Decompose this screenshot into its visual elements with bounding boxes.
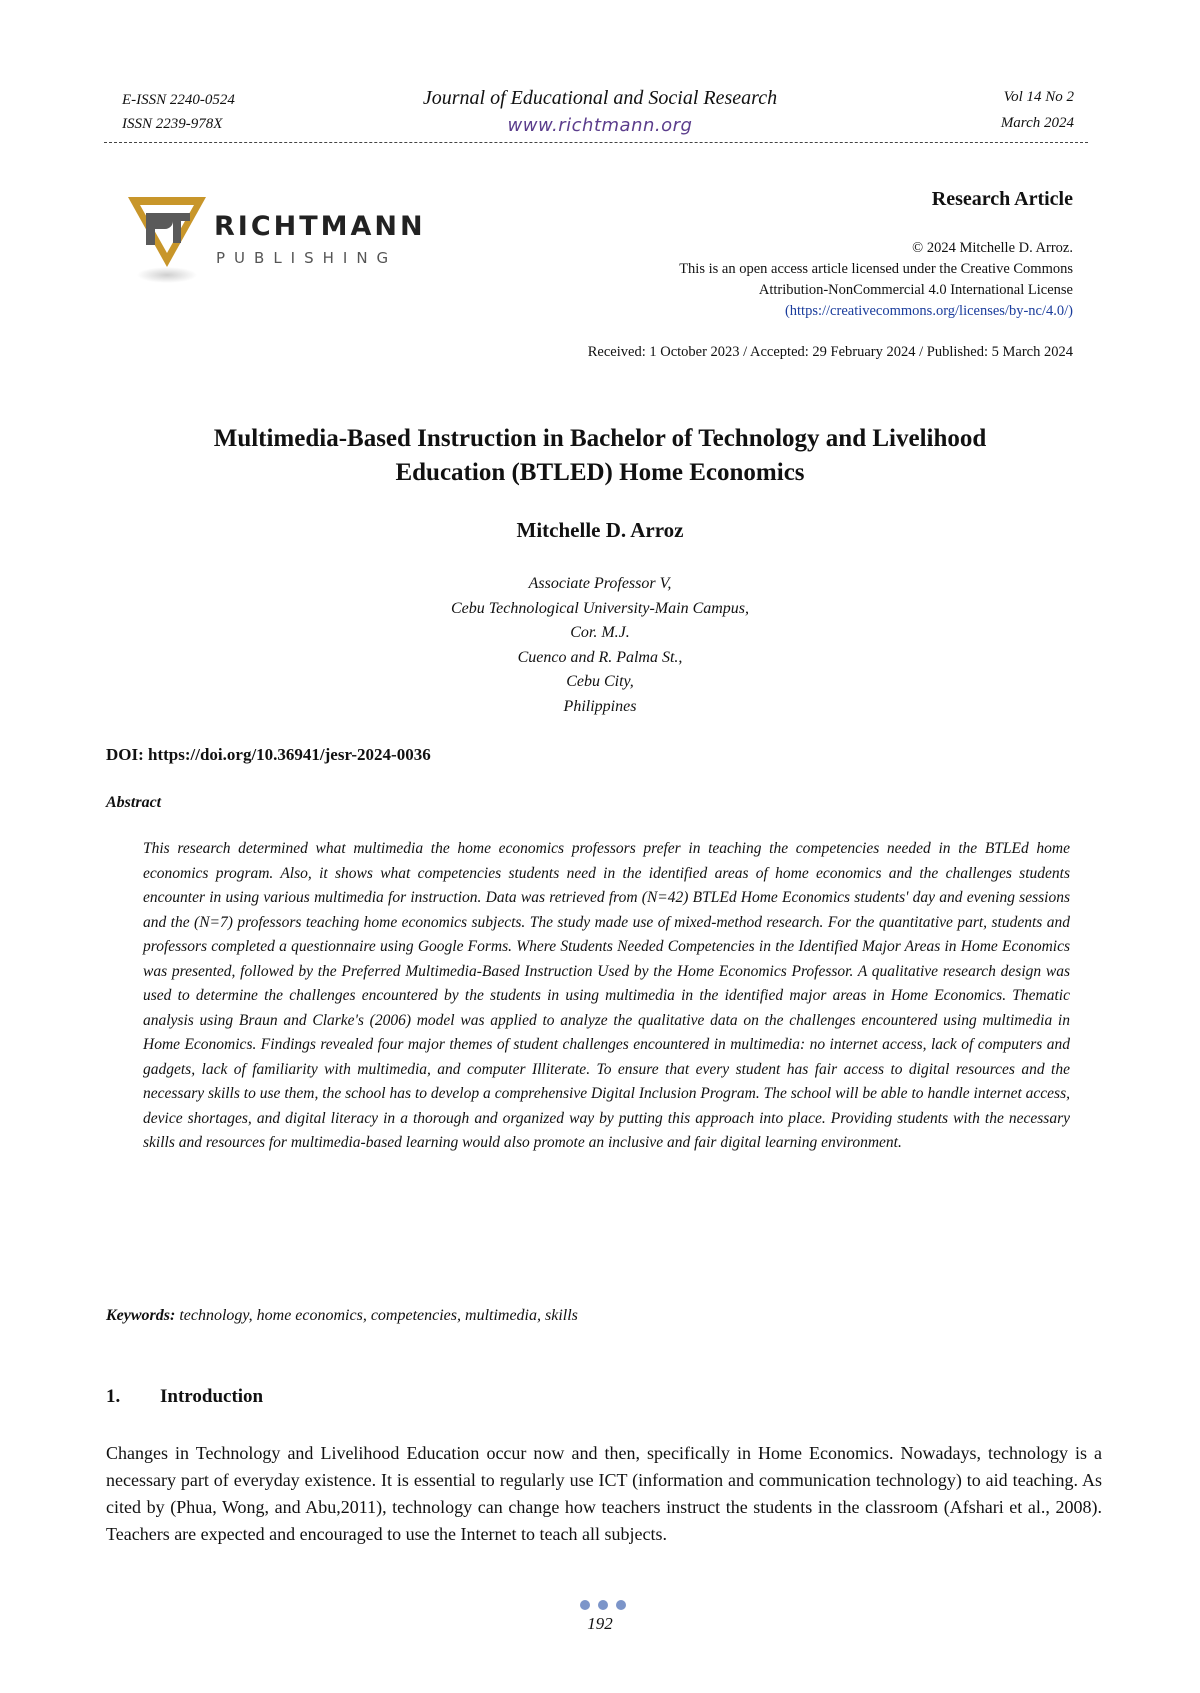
ornament-dot [616, 1600, 626, 1610]
richtmann-logo [124, 195, 424, 290]
logo-wordmark: RICHTMANN [214, 211, 426, 242]
section-number: 1. [106, 1386, 121, 1407]
logo-subtitle: PUBLISHING [216, 249, 398, 267]
journal-title: Journal of Educational and Social Research [422, 87, 778, 109]
page-number: 192 [587, 1614, 613, 1633]
issn-text: ISSN 2239-978X [122, 116, 223, 132]
license-line-1: This is an open access article licensed under the Creative Commons [679, 261, 1073, 277]
affiliation-line: Associate Professor V, [528, 575, 672, 592]
abstract-text: This research determined what multimedia the home economics professors prefer in teaching the competencies needed in the BTLEd home economics program. Also, it shows what competencies students need in the identified areas of home economics and the challenges students encounter in using various multimedia for instruction. Data was retrieved from (N=42) BTLEd Home Economics students' day and evening sessions and the (N=7) professors teaching home economics subjects. The study made use of mixed-method research. For the quantitative part, students and professors completed a questionnaire using Google Forms. Where Students Needed Competencies in the Identified Major Areas in Home Economics was presented, followed by the Preferred Multimedia-Based Instruction Used by the Home Economics Professor. A qualitative research design was used to determine the challenges encountered by the students in using multimedia in the identified major areas in Home Economics. Thematic analysis using Braun and Clarke's (2006) model was applied to analyze the qualitative data on the challenges encountered using multimedia in Home Economics. Findings revealed four major themes of student challenges encountered in multimedia: no internet access, lack of computers and gadgets, lack of familiarity with multimedia, and computer Illiterate. To ensure that every student has fair access to digital resources and the necessary skills to use them, the school has to develop a comprehensive Digital Inclusion Program. The school will be able to handle internet access, device shortages, and digital literacy in a thorough and organized way by putting this approach into place. Providing students with the necessary skills and resources for multimedia-based learning would also promote an inclusive and fair digital learning environment. [143, 840, 1070, 1151]
license-line-2: Attribution-NonCommercial 4.0 International License [758, 282, 1073, 298]
ornament-dot [598, 1600, 608, 1610]
issue-block [1001, 84, 1074, 136]
paper-title [110, 422, 1090, 490]
paper-title-line-1: Multimedia-Based Instruction in Bachelor of Technology and Livelihood [213, 425, 987, 452]
keywords [106, 1307, 578, 1325]
affiliation-line: Cuenco and R. Palma St., [517, 648, 683, 666]
richtmann-emblem-icon [124, 195, 210, 287]
issue-date: March 2024 [1000, 115, 1074, 131]
eissn-text: E-ISSN 2240-0524 [122, 92, 235, 108]
issn-block [122, 88, 235, 136]
journal-url-link[interactable]: www.richtmann.org [507, 115, 693, 136]
paper-title-line-2: Education (BTLED) Home Economics [395, 459, 805, 486]
author-affiliation [300, 572, 900, 719]
affiliation-line: Cor. M.J. [570, 624, 630, 641]
article-type: Research Article [931, 188, 1073, 210]
affiliation-line: Philippines [563, 697, 637, 715]
keywords-text: technology, home economics, competencies, multimedia, skills [179, 1307, 578, 1324]
author-name: Mitchelle D. Arroz [516, 518, 684, 542]
volume-text: Vol 14 No 2 [1003, 89, 1074, 105]
introduction-text: Changes in Technology and Livelihood Education occur now and then, specifically in Home Economics. Nowadays, technology is a necessary part of everyday existence. It is essential to regularly use ICT (information and communication technology) to aid teaching. As cited by (Phua, Wong, and Abu,2011), technology can change how teachers instruct the students in the classroom (Afshari et al., 2008). Teachers are expected and encouraged to use the Internet to teach all subjects. [106, 1443, 1102, 1544]
ornament-dot [580, 1600, 590, 1610]
license-block [679, 238, 1073, 322]
license-link[interactable]: (https://creativecommons.org/licenses/by-nc/4.0/) [784, 303, 1073, 319]
keywords-label: Keywords: [106, 1307, 176, 1324]
abstract-heading: Abstract [106, 794, 162, 811]
doi-link[interactable]: DOI: https://doi.org/10.36941/jesr-2024-0036 [106, 745, 431, 764]
affiliation-line: Cebu Technological University-Main Campus, [450, 599, 750, 617]
journal-block [300, 84, 900, 140]
header-divider [104, 142, 1088, 143]
page-dots-ornament [580, 1600, 630, 1612]
section-title: Introduction [160, 1386, 264, 1407]
publication-dates: Received: 1 October 2023 / Accepted: 29 February 2024 / Published: 5 March 2024 [587, 344, 1073, 360]
copyright-line: © 2024 Mitchelle D. Arroz. [912, 240, 1073, 256]
affiliation-line: Cebu City, [566, 673, 634, 690]
